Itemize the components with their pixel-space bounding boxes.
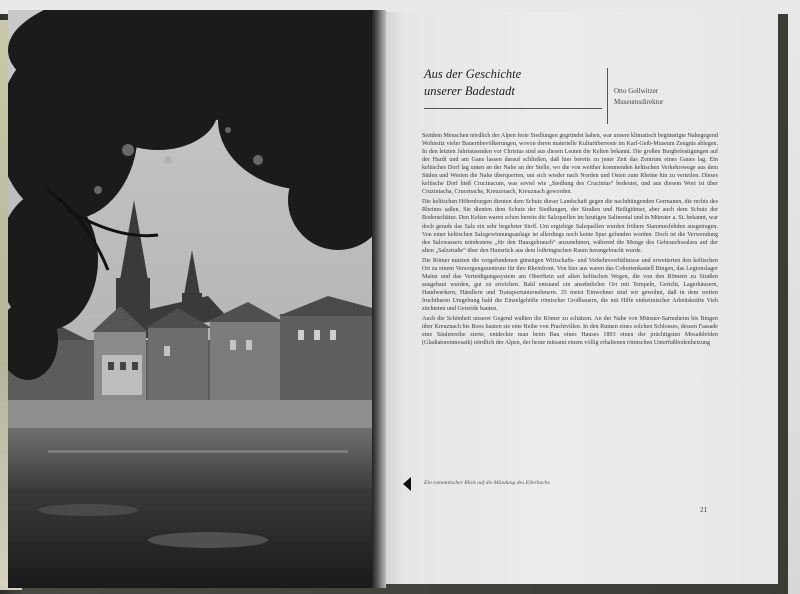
- article-title: [424, 66, 604, 100]
- article-body: [422, 132, 718, 437]
- paragraph: Die keltischen Höhenburgen dienten dem Schutz dieser Landschaft gegen die nachdrängenden Germanen, die rechts des Rheines saßen. Sie dienten dem Schutz der Siedlungen, der Straßen und Heiligtümer, aber auch dem Schutz der Bodenschätze. Den Kelten waren schon bereits die Salzquellen im heutigen Salinental und in Münster a. St. bekannt, war doch gerade das Salz ein sehr begehrter Stoff. Um ergiebige Salzquellen wurden frühere Stammesfehden ausgetragen. Von einer keltischen Salzgewinnungsanlage ist allerdings noch keine Spur gefunden worden. Doch ist die Verwendung des Salzwassers mindestens „für den Hausgebrauch“ anzunehmen, während die Menge des Gebrauchssalzes auf der alten „Salzstraße“ über den Hunsrück aus dem lothringischen Raum herangebracht wurde.: [422, 199, 718, 254]
- paragraph: Auch die Schönheit unserer Gegend wußten die Römer zu schätzen. An der Nahe von Münster-Sarmsheim bis Bingen über Kreuznach bis Boos bauten sie eine Reihe von Prachtvillen. In den Ruinen eines solchen Schlosses, dessen Fassade eine Säulenreihe zierte, entdeckte man beim Bau eines Hauses 1893 einen der prächtigsten Mosaikböden (Gladiatorenmosaik) nördlich der Alpen, der heute mitsamt einem völlig erhaltenen römischen Unterfußbodenheizung: [422, 316, 718, 347]
- title-rule: [424, 108, 602, 109]
- town-photograph: [8, 10, 380, 588]
- title-line-1: Aus der Geschichte: [424, 67, 522, 81]
- paragraph: Seitdem Menschen nördlich der Alpen feste Siedlungen gegründet haben, war unsere klimatisch begünstigte Nahegegend Wohnsitz vieler Bauernbevölkerungen, wovon deren materielle Kulturüberreste im Karl-Geib-Museum Zeugnis ablegen. In den letzten Jahrtausenden vor Christus sind aus diesen Leuten die Kelten bekannt. Die großen Burgbefestigungen auf der Hardt und am Gans lassen darauf schließen, daß hier bereits zu jener Zeit das Zentrum eines Gaues lag. Ein keltisches Dorf lag unten an der Nahe an der Stelle, wo die von weither kommenden keltischen Verkehrswege aus dem Süden und Westen die Nahe überquerten, um sich wieder nach Norden und Osten zum Rheine hin zu verteilen. Dieses keltische Dorf hieß Crucinacum, was soviel wie „Siedlung des Crucinius“ bedeutet, und aus diesem Wort ist über Cruziniacha, Crucenache, Kreuzenach, Kreuznach geworden.: [422, 133, 718, 196]
- vertical-rule: [607, 68, 608, 124]
- title-line-2: unserer Badestadt: [424, 84, 515, 98]
- author-name: Otto Gollwitzer: [614, 87, 659, 95]
- photo-caption: Ein romantischer Blick auf die Mündung des Ellerbachs: [424, 480, 550, 486]
- author-block: [614, 86, 714, 108]
- caption-marker-icon: [403, 477, 411, 491]
- page-number: 21: [700, 506, 707, 514]
- book-gutter: [372, 10, 386, 588]
- paragraph: Die Römer nutzten die vorgefundenen günstigen Wirtschafts- und Verkehrsverhältnisse und erweiterten den keltischen Ort zu einem Versorgungszentrum für ihre Rheinfront. Von hier aus waren das Cohortenkastell Bingen, das Legionslager Mainz und das Verteidigungssystem am Oberrhein auf alten keltischen Wegen, die von den Römern zu Straßen ausgebaut wurden, gut zu erreichen. Bald entstand ein ansehnlicher Ort mit Tempeln, Gericht, Lagerhäusern, Handwerkern, Händlern und Transportunternehmern. 35 meist Einwohner sind wir gewohnt, daß in dem weiten fruchtbaren Umgebung bald die Einzelgehöfte römischer Großbauern, die mit Hilfe einheimischer Arbeitskräfte Vieh züchteten und Getreide bauten.: [422, 257, 718, 312]
- author-role: Museumsdirektor: [614, 98, 664, 106]
